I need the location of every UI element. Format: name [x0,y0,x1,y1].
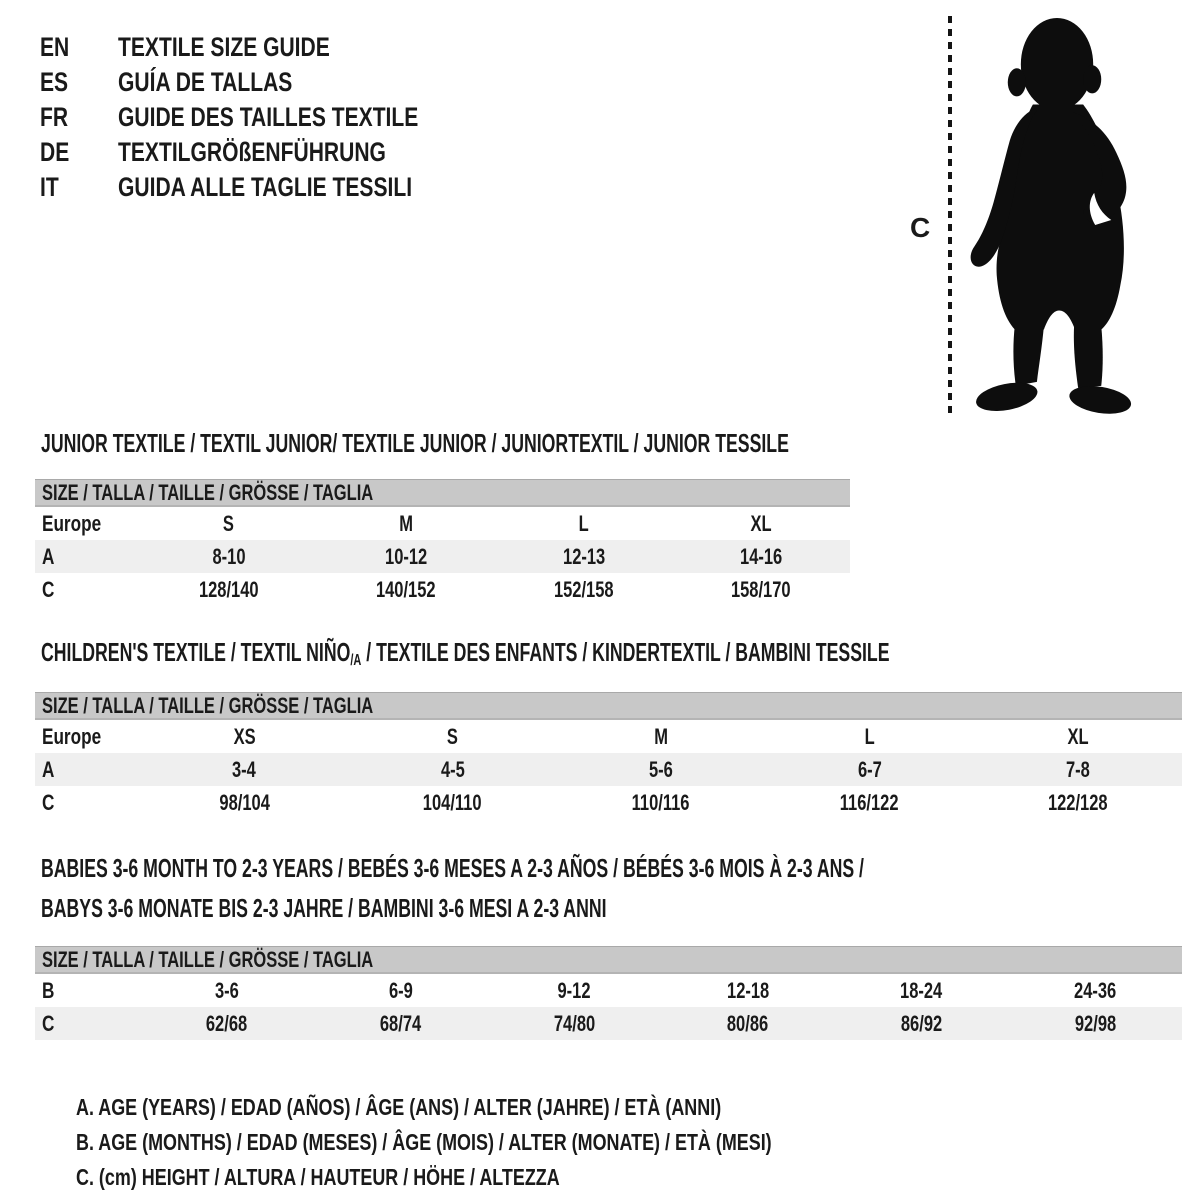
cell: 128/140 [198,576,259,602]
table-row [35,573,850,606]
cell: 6-7 [857,756,882,782]
legend-line-c: C. (cm) HEIGHT / ALTURA / HAUTEUR / HÖHE / ALTEZZA [76,1164,560,1190]
legend-line-a: A. AGE (YEARS) / EDAD (AÑOS) / ÂGE (ANS) / ALTER (JAHRE) / ETÀ (ANNI) [76,1094,722,1120]
table-row [35,1007,1182,1040]
cell: L [864,723,875,749]
language-label: TEXTILGRÖßENFÜHRUNG [118,137,386,167]
size-table-header: SIZE / TALLA / TAILLE / GRÖSSE / TAGLIA [35,479,850,507]
cell: 104/110 [423,789,482,815]
cell: 12-18 [726,977,769,1003]
table-row [35,720,1182,753]
language-code: DE [40,137,70,167]
height-dotted-line [948,16,952,416]
cell: XL [750,510,772,536]
table-row [35,507,850,540]
cell: 14-16 [740,543,783,569]
row-label: C [42,576,55,602]
cell: 10-12 [385,543,428,569]
row-label: B [42,977,55,1003]
cell: XL [1067,723,1089,749]
cell: 24-36 [1074,977,1117,1003]
cell: 110/116 [632,789,690,815]
height-marker-label: C [910,212,931,243]
title-subscript: /A [350,651,362,669]
language-code: ES [40,67,69,97]
language-label: GUIDA ALLE TAGLIE TESSILI [118,172,413,202]
language-code: EN [40,32,70,62]
cell: 116/122 [840,789,899,815]
cell: 4-5 [440,756,465,782]
cell: 18-24 [900,977,943,1003]
cell: 62/68 [206,1010,248,1036]
cell: S [447,723,459,749]
language-code: IT [40,172,59,202]
cell: S [223,510,235,536]
row-label: C [42,1010,55,1036]
cell: 12-13 [562,543,605,569]
cell: 98/104 [218,789,270,815]
row-label: A [42,756,55,782]
cell: 80/86 [727,1010,769,1036]
size-table-header: SIZE / TALLA / TAILLE / GRÖSSE / TAGLIA [35,946,1182,974]
cell: 68/74 [379,1010,422,1036]
children-size-table [35,692,1182,819]
header-block [0,0,1200,430]
cell: 5-6 [649,756,673,782]
row-label: Europe [42,510,102,536]
language-label: GUÍA DE TALLAS [118,67,293,97]
cell: 158/170 [731,576,792,602]
cell: 86/92 [900,1010,943,1036]
cell: 7-8 [1065,756,1090,782]
table-row [35,540,850,573]
babies-section-title: BABIES 3-6 MONTH TO 2-3 YEARS / BEBÉS 3-6 MESES A 2-3 AÑOS / BÉBÉS 3-6 MOIS À 2-3 ANS / BABYS 3-6 MONATE BIS 2-3 JAHRE / BAMBINI 3-6 MESI A 2-3 ANNI [41,853,864,923]
cell: 92/98 [1074,1010,1116,1036]
cell: 8-10 [212,543,246,569]
cell: 152/158 [553,576,614,602]
children-section-title: CHILDREN'S TEXTILE / TEXTIL NIÑO/A / TEXTILE DES ENFANTS / KINDERTEXTIL / BAMBINI TESSILE [41,637,890,669]
cell: 140/152 [376,576,437,602]
table-row [35,974,1182,1007]
row-label: A [42,543,55,569]
row-label: Europe [42,723,102,749]
height-measure-figure [0,0,1200,430]
toddler-silhouette-image [968,16,1140,418]
babies-size-table [35,946,1182,1040]
cell: XS [233,723,256,749]
cell: 9-12 [557,977,591,1003]
legend-line-b: B. AGE (MONTHS) / EDAD (MESES) / ÂGE (MOIS) / ALTER (MONATE) / ETÀ (MESI) [76,1129,772,1155]
cell: 6-9 [388,977,413,1003]
row-label: C [42,789,55,815]
language-label: GUIDE DES TAILLES TEXTILE [118,102,419,132]
table-row [35,786,1182,819]
junior-size-table [35,479,850,606]
cell: 3-6 [214,977,239,1003]
cell: 122/128 [1048,789,1108,815]
language-label: TEXTILE SIZE GUIDE [118,32,330,62]
cell: M [654,723,668,749]
cell: 3-4 [232,756,257,782]
size-table-header: SIZE / TALLA / TAILLE / GRÖSSE / TAGLIA [35,692,1182,720]
language-code: FR [40,102,69,132]
measurement-legend [35,1090,1200,1195]
cell: 74/80 [553,1010,595,1036]
junior-section-title: JUNIOR TEXTILE / TEXTIL JUNIOR/ TEXTILE JUNIOR / JUNIORTEXTIL / JUNIOR TESSILE [41,428,789,458]
cell: M [399,510,414,536]
table-row [35,753,1182,786]
cell: L [578,510,589,536]
